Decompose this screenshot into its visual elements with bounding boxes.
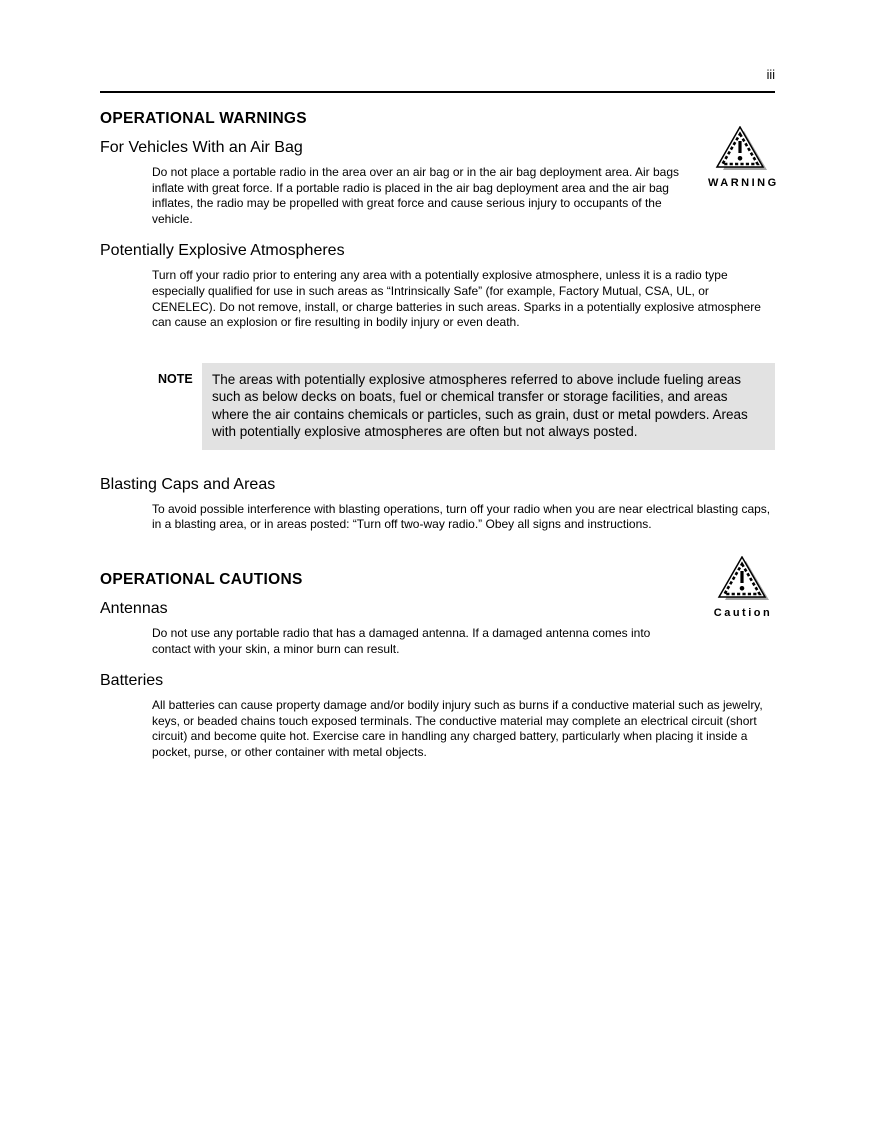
heading-blasting-caps: Blasting Caps and Areas (100, 475, 276, 493)
heading-air-bag: For Vehicles With an Air Bag (100, 139, 303, 156)
paragraph-batteries: All batteries can cause property damage and/or bodily injury such as burns if a conductive material such as jewelry, keys, or beaded chains touch exposed terminals. The conductive material may complete an electrical circuit (short circuit) and become quite hot. Exercise care in handling any charged battery, particularly when placing it inside a pocket, purse, or other container with metal objects. (152, 698, 763, 759)
paragraph-explosive-atmospheres: Turn off your radio prior to entering any area with a potentially explosive atmosphere, unless it is a radio type especially qualified for use in such areas as “Intrinsically Safe” (for example, Factory Mutual, CSA, UL, or CENELEC). Do not remove, install, or charge batteries in such areas. Sparks in a potentially explosive atmosphere can cause an explosion or fire resulting in bodily injury or even death. (152, 268, 761, 330)
paragraph-antennas: Do not use any portable radio that has a damaged antenna. If a damaged antenna comes into contact with your skin, a minor burn can result. (152, 625, 651, 656)
paragraph-blasting-caps: To avoid possible interference with blasting operations, turn off your radio when you are near electrical blasting caps, in a blasting area, or in areas posted: “Turn off two-way radio.” Obey all signs and instructions. (152, 501, 771, 532)
page-number: iii (766, 68, 775, 82)
section-title-operational-warnings: OPERATIONAL WARNINGS (100, 110, 307, 127)
caution-icon-block (710, 556, 776, 619)
caution-icon-label: Caution (713, 607, 773, 619)
warning-icon-label: WARNING (708, 177, 779, 189)
note-text: The areas with potentially explosive atmospheres referred to above include fueling areas such as below decks on boats, fuel or chemical transfer or storage facilities, and areas where the air contains chemicals or particles, such as grain, dust or metal powders. Areas with potentially explosive atmospheres are often but not always posted. (202, 363, 775, 450)
section-title-operational-cautions: OPERATIONAL CAUTIONS (100, 570, 303, 588)
heading-explosive-atmospheres: Potentially Explosive Atmospheres (100, 242, 345, 260)
page-content (100, 0, 779, 761)
heading-batteries: Batteries (100, 672, 164, 690)
caution-triangle-icon (716, 556, 770, 603)
warning-icon-block (708, 126, 779, 189)
heading-antennas: Antennas (100, 599, 168, 617)
paragraph-air-bag: Do not place a portable radio in the area over an air bag or in the air bag deployment area. Air bags inflate with great force. If a portable radio is placed in the air bag deployment area and the air bag inflates, the radio may be propelled with great force and cause serious injury to occupants of the vehicle. (152, 165, 679, 226)
warning-triangle-icon (714, 126, 768, 173)
note-label: NOTE (158, 371, 193, 386)
header-rule (100, 91, 775, 93)
note-block (158, 363, 775, 450)
